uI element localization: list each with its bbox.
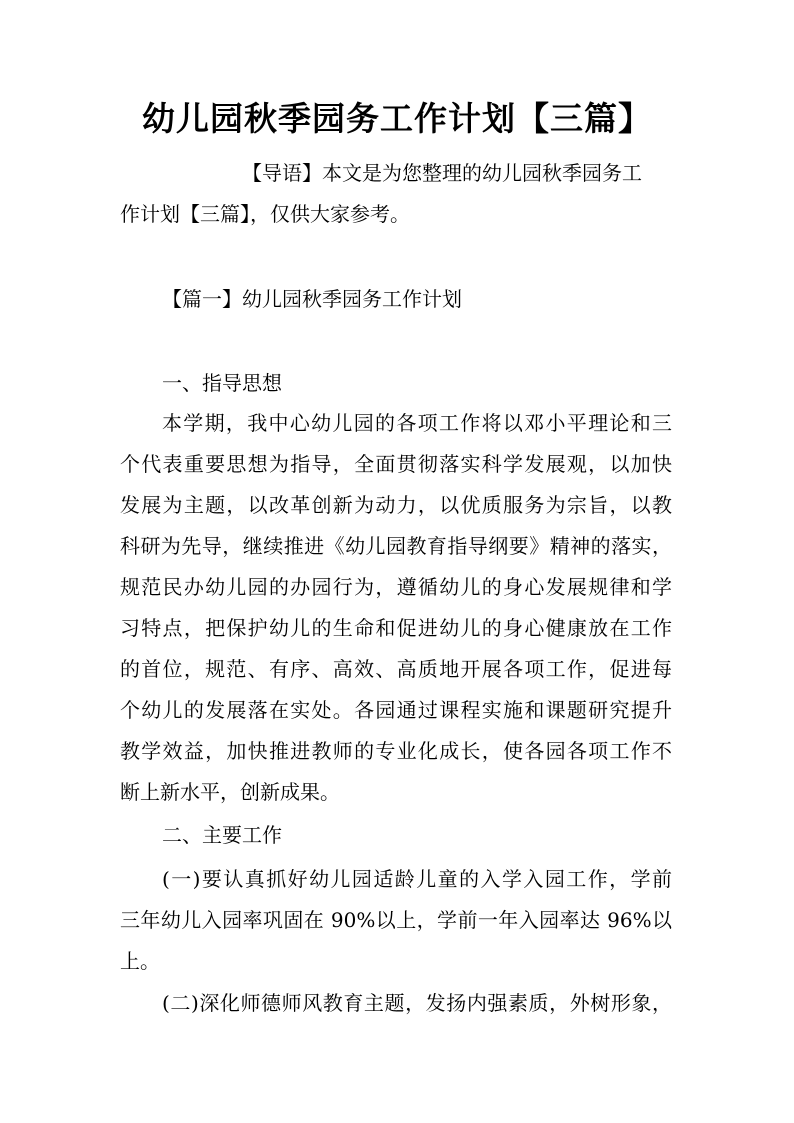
intro-line: 作计划【三篇】，仅供大家参考。 <box>120 202 410 226</box>
paragraph-line: 个代表重要思想为指导，全面贯彻落实科学发展观，以加快 <box>120 452 672 476</box>
paragraph-line: 本学期，我中心幼儿园的各项工作将以邓小平理论和三 <box>162 411 672 435</box>
paragraph-line: 规范民办幼儿园的办园行为，遵循幼儿的身心发展规律和学 <box>120 575 672 599</box>
item-line: 上。 <box>120 949 160 973</box>
document-title: 幼儿园秋季园务工作计划【三篇】 <box>142 99 652 138</box>
paragraph-line: 的首位，规范、有序、高效、高质地开展各项工作，促进每 <box>120 657 672 681</box>
heading-main-work: 二、主要工作 <box>162 823 282 847</box>
item-line: (一)要认真抓好幼儿园适龄儿童的入学入园工作，学前 <box>162 867 672 891</box>
paragraph-line: 断上新水平，创新成果。 <box>120 780 340 804</box>
paragraph-line: 发展为主题，以改革创新为动力，以优质服务为宗旨，以教 <box>120 493 672 517</box>
item-line: (二)深化师德师风教育主题，发扬内强素质，外树形象， <box>162 991 672 1015</box>
heading-guiding-ideology: 一、指导思想 <box>162 371 282 395</box>
paragraph-line: 个幼儿的发展落在实处。各园通过课程实施和课题研究提升 <box>120 698 672 722</box>
item-line: 三年幼儿入园率巩固在 90%以上，学前一年入园率达 96%以 <box>120 908 672 932</box>
section-heading: 【篇一】幼儿园秋季园务工作计划 <box>162 287 462 311</box>
intro-line: 【导语】本文是为您整理的幼儿园秋季园务工 <box>242 161 642 185</box>
paragraph-line: 科研为先导，继续推进《幼儿园教育指导纲要》精神的落实， <box>120 534 672 558</box>
paragraph-line: 习特点，把保护幼儿的生命和促进幼儿的身心健康放在工作 <box>120 616 672 640</box>
paragraph-line: 教学效益，加快推进教师的专业化成长，使各园各项工作不 <box>120 739 672 763</box>
